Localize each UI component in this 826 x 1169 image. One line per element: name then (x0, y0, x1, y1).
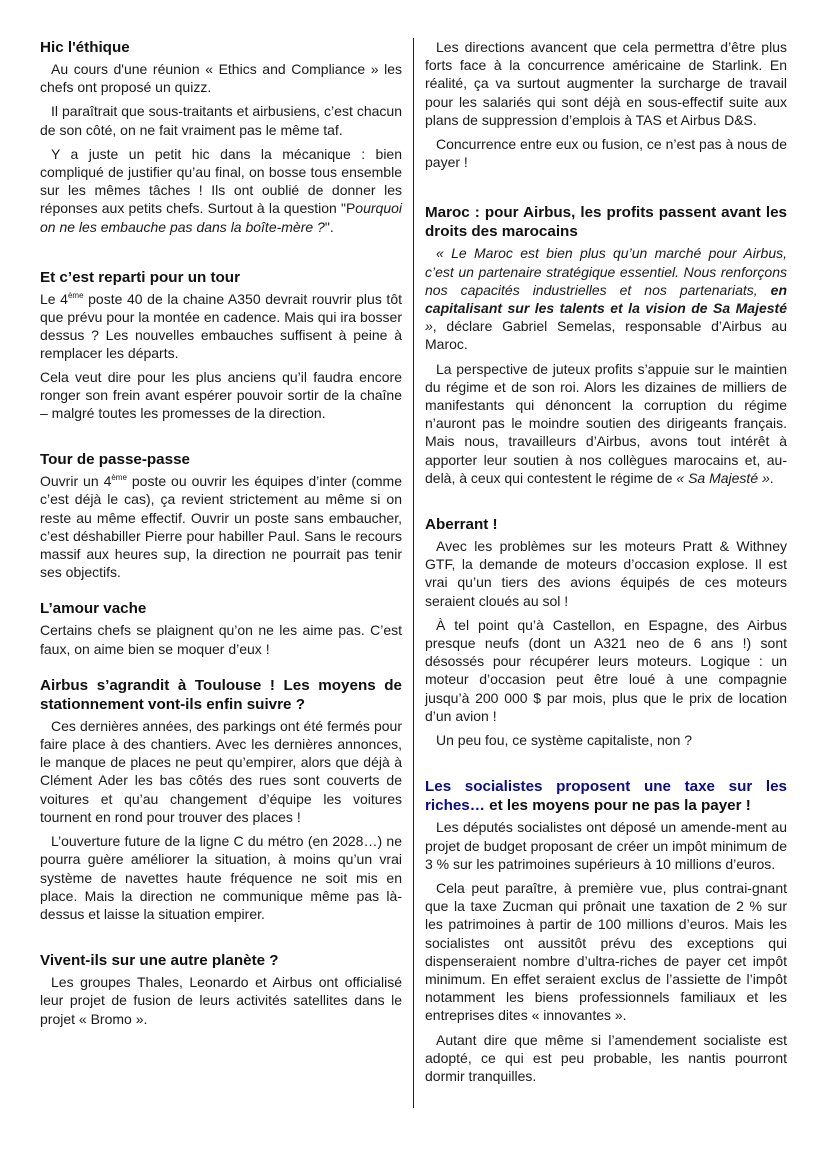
italic-quote: ourquoi on ne les embauche pas dans la boîte-mère ? (40, 200, 402, 235)
article-paragraph: Concurrence entre eux ou fusion, ce n’est pas à nous de payer ! (425, 136, 787, 171)
article-autre-planete-continued (425, 38, 787, 171)
paragraph-text: ". (324, 218, 334, 235)
article-amour-vache (40, 599, 402, 657)
article-paragraph (425, 244, 787, 353)
article-paragraph: L’ouverture future de la ligne C du métro (en 2028…) ne pourra guère améliorer la situation, à moins qu’un vrai système de navettes haute fréquence ne soit mis en place. Mais la direction ne communique même pas là-dessus et laisse la situation empirer. (40, 833, 402, 922)
article-title: L’amour vache (40, 600, 147, 618)
article-title: Maroc : pour Airbus, les profits passent avant les droits des marocains (425, 204, 787, 241)
article-title: Airbus s’agrandit à Toulouse ! Les moyens de stationnement vont-ils enfin suivre ? (40, 676, 402, 713)
article-reparti-pour-un-tour (40, 268, 402, 422)
paragraph-text: poste ou ouvrir les équipes d’inter (comme c’est déjà le cas), ça revient strictement au même si on reste au même effectif. Ouvrir un poste sans embaucher, c’est déshabiller Pierre pour habiller Paul. Sans le recours massif aux heures sup, la direction ne pourrait pas tenir ses objectifs. (40, 473, 402, 581)
article-paragraph: Cela veut dire pour les plus anciens qu’il faudra encore ronger son frein avant espérer pouvoir sortir de la chaîne – malgré toutes les promesses de la direction. (40, 368, 402, 422)
article-paragraph: Certains chefs se plaignent qu’on ne les aime pas. C’est faux, on aime bien se moquer d’eux ! (40, 622, 402, 657)
column-divider (413, 38, 414, 1108)
article-aberrant (425, 515, 787, 749)
paragraph-text: Y a juste un petit hic dans la mécanique : bien compliqué de justifier qu’au final, on bosse tous ensemble sur les mêmes tâches ! Ils ont oublié de donner les réponses aux petits chefs. Surtout à la question "P (40, 145, 402, 217)
article-paragraph: Il paraîtrait que sous-traitants et airbusiens, c’est chacun de son côté, on ne fait vraiment pas le même taf. (40, 103, 402, 138)
article-paragraph: Un peu fou, ce système capitaliste, non ? (436, 732, 693, 749)
article-paragraph: Cela peut paraître, à première vue, plus contrai-gnant que la taxe Zucman qui prônait une taxation de 2 % sur les patrimoines à partir de 100 millions d’euros. Mais les socialistes ont aussitôt prévu des exceptions qui dispenseraient nombre d’ultra-riches de payer cet impôt minimum. En effet seraient exclus de l’assiette de l’impôt notamment les biens professionnels familiaux et les entreprises dites « innovantes ». (425, 879, 787, 1024)
article-title: Et c’est reparti pour un tour (40, 268, 240, 286)
paragraph-text: Ouvrir un 4 (40, 473, 112, 490)
article-tour-de-passe-passe (40, 450, 402, 581)
article-paragraph: À tel point qu’à Castellon, en Espagne, des Airbus presque neufs (dont un A321 neo de 6 ans !) sont désossés pour récupérer leurs moteurs. Logique : un moteur d’occasion peut être loué à une compagnie jusqu’à 200 000 $ par mois, plus que le prix de location d’un avion ! (425, 616, 787, 724)
italic-quote: » (425, 318, 433, 335)
article-paragraph (40, 145, 402, 236)
article-airbus-toulouse (40, 676, 402, 923)
italic-quote: « Sa Majesté » (676, 469, 770, 486)
article-paragraph: Autant dire que même si l’amendement socialiste est adopté, ce qui est peu probable, les nantis pourront dormir tranquilles. (425, 1031, 787, 1084)
article-title: Tour de passe-passe (40, 451, 190, 469)
article-paragraph: Les groupes Thales, Leonardo et Airbus ont officialisé leur projet de fusion de leurs activités satellites dans le projet « Bromo ». (40, 974, 402, 1027)
article-title: Hic l'éthique (40, 39, 130, 56)
italic-quote: « Le Maroc est bien plus qu’un marché pour Airbus, c’est un partenaire stratégique essentiel. Nous renforçons nos capacités industrielles et nos partenariats, (425, 245, 787, 298)
left-column (40, 38, 402, 1034)
superscript: ème (67, 290, 84, 300)
article-title (425, 777, 787, 815)
article-paragraph: Les directions avancent que cela permettra d’être plus forts face à la concurrence américaine de Starlink. En réalité, ça va surtout augmenter la surcharge de travail pour les salariés qui sont déjà en sous-effectif suite aux plans de suppression d’emplois à TAS et Airbus D&S. (425, 39, 787, 128)
article-title: Aberrant ! (425, 516, 498, 534)
paragraph-text: La perspective de juteux profits s’appuie sur le maintien du régime et de son roi. Alors les dizaines de milliers de manifestants qui dénoncent la corruption du régime n’auront pas le moindre soutien des dirigeants français. Mais nous, travailleurs d’Airbus, avons tout intérêt à apporter leur soutien à nos collègues marocains et, au-delà, à ceux qui contestent le régime de (425, 360, 787, 486)
title-rest: et les moyens pour ne pas la payer ! (484, 797, 751, 815)
article-paragraph: Les députés socialistes ont déposé un amende-ment au projet de budget proposant de créer un impôt minimum de 3 % sur les patrimoines supérieurs à 10 millions d’euros. (425, 819, 787, 872)
paragraph-text: , déclare Gabriel Semelas, responsable d’Airbus au Maroc. (425, 318, 787, 353)
article-paragraph: Avec les problèmes sur les moteurs Pratt & Withney GTF, la demande de moteurs d’occasion explose. Il est vrai qu’un tiers des avions équipés de ces moteurs seraient cloués au sol ! (425, 538, 787, 609)
bold-italic-quote: en capitalisant sur les talents et la vision de Sa Majesté (425, 281, 787, 317)
paragraph-text: poste 40 de la chaine A350 devrait rouvrir plus tôt que prévu pour la montée en cadence. Mais qui ira bosser dessus ? Les nouvelles embauches suffisent à peine à remplacer les départs. (40, 290, 402, 362)
article-paragraph (40, 472, 402, 581)
article-autre-planete (40, 951, 402, 1028)
right-column (425, 38, 787, 1091)
article-paragraph: Au cours d'une réunion « Ethics and Compliance » les chefs ont proposé un quizz. (40, 61, 402, 96)
article-socialistes-taxe (425, 777, 787, 1085)
article-paragraph (40, 290, 402, 363)
article-title: Vivent-ils sur une autre planète ? (40, 952, 279, 970)
title-accent: Les socialistes proposent une taxe sur les riches… (425, 778, 787, 815)
paragraph-text: Le 4 (40, 290, 68, 307)
article-hic-ethique (40, 38, 402, 236)
article-paragraph (425, 360, 787, 487)
paragraph-text: . (769, 469, 774, 486)
article-paragraph: Ces dernières années, des parkings ont été fermés pour faire place à des chantiers. Avec les dernières annonces, le manque de places ne peut qu’empirer, alors que déjà à Clément Ader les bas côtés des rues sont couverts de voitures et qu’au changement d’équipe les voitures tournent en rond pour trouver des places ! (40, 717, 402, 825)
superscript: ème (111, 473, 127, 483)
article-maroc (425, 203, 787, 487)
